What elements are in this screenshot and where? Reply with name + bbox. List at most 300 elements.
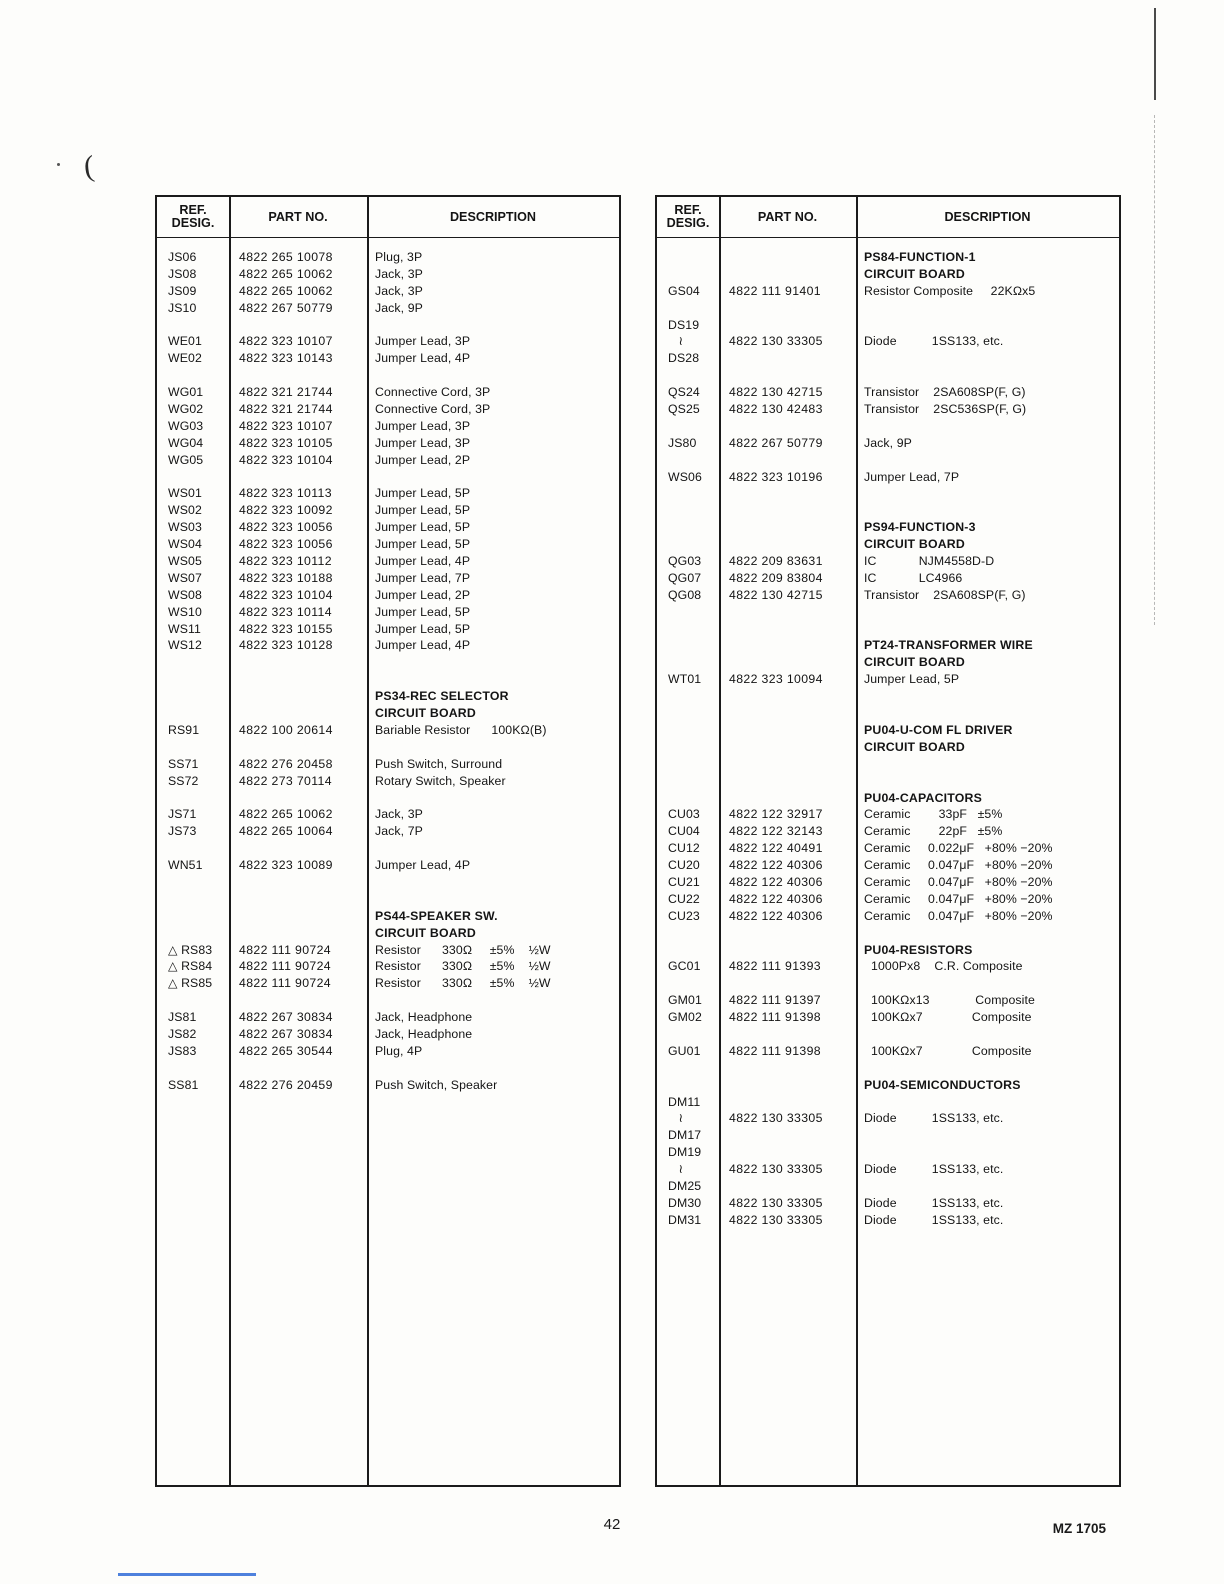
table-row-spacer xyxy=(657,688,1119,705)
part-cell xyxy=(229,992,367,1009)
desc-cell: Transistor 2SC536SP(F, G) xyxy=(864,402,1027,417)
ref-cell: ≀ xyxy=(668,334,684,349)
ref-cell: JS09 xyxy=(168,283,197,298)
ref-cell: WS06 xyxy=(668,469,702,484)
desc-cell: Jack, 3P xyxy=(375,807,423,822)
column-header-ref-desig xyxy=(157,204,229,230)
ref-cell: ≀ xyxy=(668,1162,684,1177)
parts-table-left xyxy=(155,195,621,1487)
ref-cell: DM25 xyxy=(668,1178,702,1193)
ref-cell xyxy=(657,654,719,671)
ref-cell: JS73 xyxy=(168,824,197,839)
part-cell xyxy=(719,637,856,654)
ref-cell: △ RS84 xyxy=(168,959,213,974)
table-header-row xyxy=(657,197,1119,238)
ref-cell: JS80 xyxy=(668,435,697,450)
part-cell xyxy=(719,1060,856,1077)
desc-cell: 100KΩx7 Composite xyxy=(864,1010,1032,1025)
table-row xyxy=(157,266,619,283)
part-cell: 4822 267 50779 xyxy=(729,435,823,450)
desc-cell: Push Switch, Speaker xyxy=(375,1077,498,1092)
ref-cell xyxy=(657,722,719,739)
ref-header-line1: REF. xyxy=(179,203,207,217)
ref-cell xyxy=(157,469,229,486)
ref-cell: CU23 xyxy=(668,908,700,923)
desc-cell xyxy=(856,1178,1119,1195)
table-row-spacer xyxy=(657,604,1119,621)
desc-cell: Resistor 330Ω ±5% ½W xyxy=(375,959,551,974)
table-row xyxy=(657,317,1119,334)
handwritten-paren-mark: ( xyxy=(82,149,96,184)
table-row xyxy=(657,553,1119,570)
table-row xyxy=(657,266,1119,283)
part-cell xyxy=(719,1127,856,1144)
desc-cell: Diode 1SS133, etc. xyxy=(864,334,1004,349)
page-number: 42 xyxy=(603,1516,621,1533)
ref-cell: CU12 xyxy=(668,841,700,856)
part-cell xyxy=(229,891,367,908)
ref-cell: DM19 xyxy=(668,1145,702,1160)
part-cell xyxy=(719,367,856,384)
table-row xyxy=(657,1110,1119,1127)
ref-cell: JS10 xyxy=(168,300,197,315)
desc-cell: Jumper Lead, 5P xyxy=(375,621,471,636)
table-row xyxy=(157,604,619,621)
desc-cell xyxy=(367,1060,619,1077)
desc-cell xyxy=(856,300,1119,317)
table-row xyxy=(157,942,619,959)
part-cell: 4822 265 30544 xyxy=(239,1043,333,1058)
table-row xyxy=(657,891,1119,908)
ref-cell: WE02 xyxy=(168,351,202,366)
table-row xyxy=(157,587,619,604)
part-cell xyxy=(719,249,856,266)
desc-cell: Bariable Resistor 100KΩ(B) xyxy=(375,722,547,737)
part-cell xyxy=(229,840,367,857)
desc-cell xyxy=(856,317,1119,334)
ref-cell: WG01 xyxy=(168,385,204,400)
part-cell xyxy=(719,1178,856,1195)
table-row xyxy=(657,1212,1119,1229)
ref-cell: WS11 xyxy=(168,621,201,636)
column-divider xyxy=(856,197,858,1485)
parts-table-right xyxy=(655,195,1121,1487)
desc-cell: Ceramic 0.022μF +80% −20% xyxy=(864,841,1053,856)
table-row-spacer xyxy=(157,891,619,908)
table-row xyxy=(657,654,1119,671)
part-cell: 4822 111 90724 xyxy=(239,976,331,991)
part-cell xyxy=(719,688,856,705)
part-cell: 4822 323 10196 xyxy=(729,469,823,484)
ref-cell xyxy=(157,840,229,857)
ref-cell: WS12 xyxy=(168,638,202,653)
table-body-left xyxy=(157,238,619,1094)
ref-cell: GS04 xyxy=(668,283,700,298)
part-cell: 4822 111 91397 xyxy=(729,993,821,1008)
desc-cell xyxy=(367,671,619,688)
ref-cell: QG08 xyxy=(668,587,702,602)
table-row-spacer xyxy=(657,300,1119,317)
scan-speck xyxy=(57,163,60,166)
desc-cell xyxy=(856,1094,1119,1111)
part-cell: 4822 122 40491 xyxy=(729,841,823,856)
desc-cell: PS84-FUNCTION-1 xyxy=(864,250,976,264)
ref-cell xyxy=(657,773,719,790)
part-cell: 4822 130 42715 xyxy=(729,587,823,602)
ref-cell: CU21 xyxy=(668,874,700,889)
desc-cell: Jumper Lead, 5P xyxy=(375,486,471,501)
part-cell xyxy=(719,519,856,536)
table-row xyxy=(657,908,1119,925)
ref-cell: QG03 xyxy=(668,554,702,569)
ref-header-line2: DESIG. xyxy=(171,216,215,230)
table-row xyxy=(657,1161,1119,1178)
part-cell: 4822 267 30834 xyxy=(239,1010,333,1025)
desc-cell xyxy=(856,367,1119,384)
table-row xyxy=(157,418,619,435)
ref-cell: WS05 xyxy=(168,554,202,569)
table-row xyxy=(157,435,619,452)
part-cell: 4822 111 90724 xyxy=(239,959,331,974)
desc-cell: Jumper Lead, 4P xyxy=(375,858,471,873)
desc-cell: Jack, 3P xyxy=(375,283,423,298)
ref-cell: JS81 xyxy=(168,1010,197,1025)
part-cell: 4822 122 32143 xyxy=(729,824,823,839)
desc-cell xyxy=(367,790,619,807)
part-cell: 4822 122 40306 xyxy=(729,858,823,873)
ref-cell: DS28 xyxy=(668,351,700,366)
table-row xyxy=(657,958,1119,975)
desc-cell xyxy=(856,705,1119,722)
part-cell: 4822 323 10105 xyxy=(239,435,333,450)
column-header-ref-desig xyxy=(657,204,719,230)
desc-cell: Connective Cord, 3P xyxy=(375,385,491,400)
table-row xyxy=(157,1043,619,1060)
part-cell xyxy=(719,502,856,519)
part-cell xyxy=(229,925,367,942)
table-row xyxy=(157,857,619,874)
table-row xyxy=(657,790,1119,807)
desc-cell: Jumper Lead, 4P xyxy=(375,351,471,366)
table-row xyxy=(657,671,1119,688)
column-divider xyxy=(367,197,369,1485)
desc-cell xyxy=(367,992,619,1009)
desc-cell: Jumper Lead, 3P xyxy=(375,418,471,433)
table-row xyxy=(657,1195,1119,1212)
table-row-spacer xyxy=(657,621,1119,638)
desc-cell: CIRCUIT BOARD xyxy=(864,537,965,552)
ref-cell: QS25 xyxy=(668,402,700,417)
column-divider xyxy=(719,197,721,1485)
desc-cell: Diode 1SS133, etc. xyxy=(864,1111,1004,1126)
desc-cell: PU04-RESISTORS xyxy=(864,942,973,957)
desc-cell xyxy=(856,621,1119,638)
table-row xyxy=(657,857,1119,874)
ref-cell xyxy=(157,908,229,925)
part-cell xyxy=(719,1077,856,1094)
part-cell xyxy=(229,908,367,925)
part-cell xyxy=(719,722,856,739)
ref-cell xyxy=(657,705,719,722)
ref-cell: GU01 xyxy=(668,1043,701,1058)
ref-cell: JS08 xyxy=(168,266,197,281)
page-edge-line xyxy=(1154,8,1156,100)
desc-cell: Jack, 9P xyxy=(864,435,912,450)
part-cell xyxy=(719,975,856,992)
part-cell: 4822 130 42715 xyxy=(729,385,823,400)
desc-cell xyxy=(367,874,619,891)
desc-cell: Plug, 4P xyxy=(375,1043,423,1058)
desc-cell: CIRCUIT BOARD xyxy=(864,266,965,281)
desc-cell: Ceramic 0.047μF +80% −20% xyxy=(864,891,1053,906)
table-row xyxy=(657,401,1119,418)
desc-cell: Connective Cord, 3P xyxy=(375,402,491,417)
column-header-description: DESCRIPTION xyxy=(944,209,1031,224)
ref-cell: WG04 xyxy=(168,435,204,450)
table-row xyxy=(657,637,1119,654)
desc-cell xyxy=(367,469,619,486)
table-row xyxy=(157,975,619,992)
desc-cell: CIRCUIT BOARD xyxy=(864,739,965,754)
table-row xyxy=(657,350,1119,367)
table-row xyxy=(657,1009,1119,1026)
table-row xyxy=(657,333,1119,350)
part-cell: 4822 323 10107 xyxy=(239,334,333,349)
table-row-spacer xyxy=(157,874,619,891)
table-row xyxy=(657,840,1119,857)
ref-cell: △ RS85 xyxy=(168,976,213,991)
desc-cell xyxy=(856,604,1119,621)
desc-cell: CIRCUIT BOARD xyxy=(375,925,476,940)
desc-cell: Transistor 2SA608SP(F, G) xyxy=(864,587,1026,602)
part-cell xyxy=(719,621,856,638)
table-row-spacer xyxy=(657,925,1119,942)
ref-cell: SS81 xyxy=(168,1077,199,1092)
table-row xyxy=(157,908,619,925)
part-cell xyxy=(719,705,856,722)
column-header-part-no: PART NO. xyxy=(268,209,328,224)
table-row-spacer xyxy=(157,317,619,334)
ref-cell xyxy=(157,925,229,942)
part-cell xyxy=(719,1144,856,1161)
part-cell xyxy=(719,773,856,790)
desc-cell: Jack, 7P xyxy=(375,824,423,839)
desc-cell: Resistor Composite 22KΩx5 xyxy=(864,283,1036,298)
desc-cell xyxy=(856,1026,1119,1043)
table-row-spacer xyxy=(157,671,619,688)
table-row-spacer xyxy=(657,502,1119,519)
part-cell xyxy=(229,317,367,334)
ref-cell xyxy=(657,452,719,469)
part-cell xyxy=(719,485,856,502)
ref-cell: JS82 xyxy=(168,1026,197,1041)
part-cell: 4822 323 10113 xyxy=(239,486,332,501)
table-row xyxy=(157,823,619,840)
ref-cell: GC01 xyxy=(668,959,701,974)
ref-cell xyxy=(657,604,719,621)
part-cell: 4822 323 10107 xyxy=(239,418,333,433)
ref-cell xyxy=(657,485,719,502)
ref-cell xyxy=(157,891,229,908)
ref-cell: WT01 xyxy=(668,672,702,687)
part-cell xyxy=(229,705,367,722)
desc-cell xyxy=(367,840,619,857)
part-cell: 4822 100 20614 xyxy=(239,722,333,737)
ref-cell xyxy=(157,1060,229,1077)
table-row xyxy=(657,1077,1119,1094)
part-cell: 4822 321 21744 xyxy=(239,402,333,417)
desc-cell: Jack, Headphone xyxy=(375,1026,473,1041)
table-row-spacer xyxy=(157,367,619,384)
table-row xyxy=(657,739,1119,756)
table-row-spacer xyxy=(657,485,1119,502)
desc-cell: Jumper Lead, 5P xyxy=(864,672,960,687)
ref-cell: JS83 xyxy=(168,1043,197,1058)
part-cell: 4822 323 10092 xyxy=(239,503,333,518)
desc-cell: Jack, 9P xyxy=(375,300,423,315)
table-row xyxy=(657,1127,1119,1144)
desc-cell: Jumper Lead, 7P xyxy=(375,570,471,585)
desc-cell: Jumper Lead, 5P xyxy=(375,604,471,619)
ref-cell xyxy=(657,942,719,959)
desc-cell: Jumper Lead, 3P xyxy=(375,334,471,349)
ref-cell: WE01 xyxy=(168,334,202,349)
ref-cell xyxy=(157,688,229,705)
desc-cell: PU04-SEMICONDUCTORS xyxy=(864,1077,1021,1092)
part-cell: 4822 323 10104 xyxy=(239,587,333,602)
table-row xyxy=(157,384,619,401)
desc-cell: Jack, 3P xyxy=(375,266,423,281)
part-cell: 4822 323 10094 xyxy=(729,672,823,687)
table-row-spacer xyxy=(157,1060,619,1077)
desc-cell: Plug, 3P xyxy=(375,250,423,264)
table-row xyxy=(157,688,619,705)
ref-cell: CU03 xyxy=(668,807,700,822)
part-cell: 4822 122 40306 xyxy=(729,891,823,906)
desc-cell xyxy=(856,975,1119,992)
table-row xyxy=(657,942,1119,959)
table-row-spacer xyxy=(657,773,1119,790)
desc-cell xyxy=(856,773,1119,790)
ref-cell: WG02 xyxy=(168,402,204,417)
table-row xyxy=(657,722,1119,739)
ref-cell: WS02 xyxy=(168,503,202,518)
table-row xyxy=(157,249,619,266)
part-cell xyxy=(719,418,856,435)
part-cell: 4822 209 83631 xyxy=(729,554,823,569)
part-cell: 4822 276 20458 xyxy=(239,756,333,771)
desc-cell xyxy=(856,1144,1119,1161)
part-cell xyxy=(229,671,367,688)
ref-cell xyxy=(657,418,719,435)
part-cell xyxy=(719,1026,856,1043)
table-row-spacer xyxy=(657,1026,1119,1043)
part-cell: 4822 265 10078 xyxy=(239,250,333,264)
table-row-spacer xyxy=(657,975,1119,992)
table-row xyxy=(657,874,1119,891)
part-cell xyxy=(719,266,856,283)
part-cell: 4822 111 90724 xyxy=(239,942,331,957)
table-row xyxy=(157,621,619,638)
table-row xyxy=(657,1043,1119,1060)
part-cell: 4822 273 70114 xyxy=(239,773,332,788)
desc-cell: Push Switch, Surround xyxy=(375,756,503,771)
table-row-spacer xyxy=(657,452,1119,469)
ref-cell xyxy=(157,992,229,1009)
desc-cell xyxy=(367,891,619,908)
desc-cell: Transistor 2SA608SP(F, G) xyxy=(864,385,1026,400)
table-row-spacer xyxy=(157,739,619,756)
table-row-spacer xyxy=(657,1060,1119,1077)
ref-cell xyxy=(157,317,229,334)
table-row xyxy=(657,536,1119,553)
table-row xyxy=(157,1009,619,1026)
ref-cell: WG03 xyxy=(168,418,204,433)
ref-cell: WS04 xyxy=(168,537,202,552)
desc-cell: Jumper Lead, 3P xyxy=(375,435,471,450)
table-row xyxy=(157,722,619,739)
part-cell: 4822 265 10062 xyxy=(239,266,333,281)
part-cell: 4822 323 10143 xyxy=(239,351,333,366)
part-cell: 4822 265 10062 xyxy=(239,807,333,822)
desc-cell: Rotary Switch, Speaker xyxy=(375,773,506,788)
ref-cell: SS72 xyxy=(168,773,199,788)
table-row xyxy=(157,350,619,367)
column-divider xyxy=(229,197,231,1485)
part-cell: 4822 130 33305 xyxy=(729,1195,823,1210)
ref-cell xyxy=(657,790,719,807)
desc-cell: Resistor 330Ω ±5% ½W xyxy=(375,976,551,991)
ref-cell xyxy=(157,654,229,671)
part-cell: 4822 265 10064 xyxy=(239,824,333,839)
part-cell: 4822 130 42483 xyxy=(729,402,823,417)
ref-header-line1: REF. xyxy=(674,203,702,217)
desc-cell: Ceramic 33pF ±5% xyxy=(864,807,1003,822)
ref-cell: SS71 xyxy=(168,756,199,771)
ref-cell xyxy=(657,249,719,266)
part-cell xyxy=(719,604,856,621)
table-row xyxy=(657,587,1119,604)
desc-cell xyxy=(367,739,619,756)
table-row xyxy=(157,502,619,519)
table-row xyxy=(157,637,619,654)
part-cell: 4822 267 50779 xyxy=(239,300,333,315)
ref-cell: WS03 xyxy=(168,520,202,535)
desc-cell xyxy=(856,925,1119,942)
part-cell xyxy=(229,654,367,671)
part-cell: 4822 276 20459 xyxy=(239,1077,333,1092)
table-row xyxy=(157,333,619,350)
table-row xyxy=(157,570,619,587)
ref-cell xyxy=(657,266,719,283)
table-row xyxy=(157,283,619,300)
desc-cell: Jumper Lead, 2P xyxy=(375,587,471,602)
ref-cell xyxy=(657,621,719,638)
ref-cell: DS19 xyxy=(668,317,700,332)
table-row xyxy=(657,1094,1119,1111)
table-row xyxy=(657,249,1119,266)
table-row xyxy=(157,756,619,773)
desc-cell: Diode 1SS133, etc. xyxy=(864,1162,1004,1177)
table-row-spacer xyxy=(157,790,619,807)
table-row xyxy=(157,401,619,418)
table-row-spacer xyxy=(157,654,619,671)
ref-cell xyxy=(157,874,229,891)
ref-cell: GM01 xyxy=(668,993,702,1008)
ref-cell: WS10 xyxy=(168,604,202,619)
part-cell xyxy=(229,688,367,705)
desc-cell xyxy=(856,485,1119,502)
